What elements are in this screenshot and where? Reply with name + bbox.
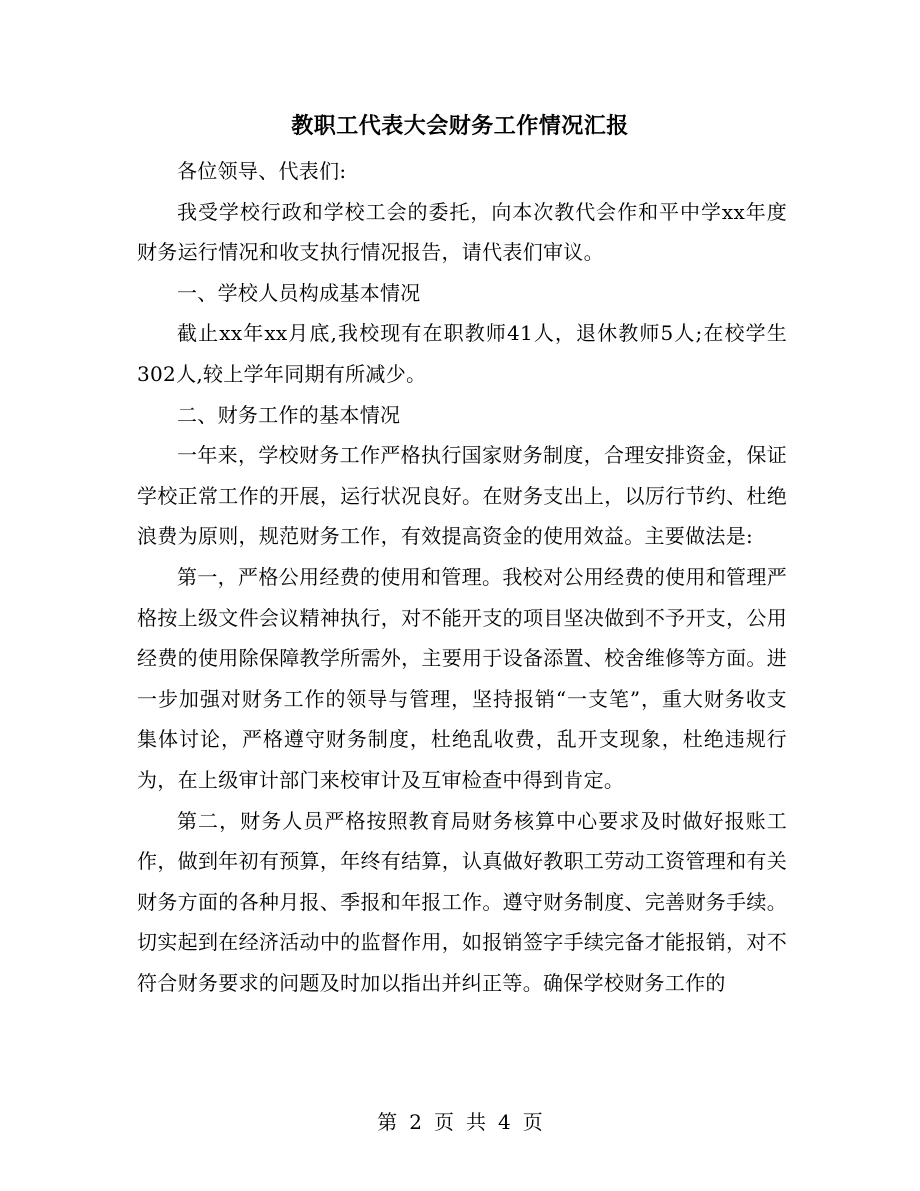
footer-label-gong: 共 <box>466 1110 486 1134</box>
paragraph-second-point: 第二，财务人员严格按照教育局财务核算中心要求及时做好报账工作，做到年初有预算，年终有结算，认真做好教职工劳动工资管理和有关财务方面的各种月报、季报和年报工作。遵守财务制度、完善财务手续。切实起到在经济活动中的监督作用，如报销签字手续完备才能报销，对不符合财务要求的问题及时加以指出并纠正等。确保学校财务工作的 <box>137 808 787 995</box>
paragraph-first-point: 第一，严格公用经费的使用和管理。我校对公用经费的使用和管理严格按上级文件会议精神执行，对不能开支的项目坚决做到不予开支，公用经费的使用除保障教学所需外，主要用于设备添置、校舍维修等方面。进一步加强对财务工作的领导与管理，坚持报销“一支笔”，重大财务收支集体讨论，严格遵守财务制度，杜绝乱收费，乱开支现象，杜绝违规行为，在上级审计部门来校审计及互审检查中得到肯定。 <box>137 564 787 792</box>
paragraph-salutation: 各位领导、代表们: <box>177 159 347 183</box>
paragraph-personnel: 截止xx年xx月底,我校现有在职教师41人，退休教师5人;在校学生302人,较上学年同期有所减少。 <box>137 321 787 386</box>
document-body <box>137 151 787 1003</box>
paragraph-finance-overview: 一年来，学校财务工作严格执行国家财务制度，合理安排资金，保证学校正常工作的开展，运行状况良好。在财务支出上，以厉行节约、杜绝浪费为原则，规范财务工作，有效提高资金的使用效益。主要做法是: <box>137 443 787 549</box>
footer-total-pages: 4 <box>498 1110 511 1134</box>
footer-label-di: 第 <box>377 1110 398 1134</box>
paragraph-intro: 我受学校行政和学校工会的委托，向本次教代会作和平中学xx年度财务运行情况和收支执行情况报告，请代表们审议。 <box>137 199 787 265</box>
document-title: 教职工代表大会财务工作情况汇报 <box>291 113 629 139</box>
footer-current-page: 2 <box>409 1110 422 1134</box>
section-heading-finance: 二、财务工作的基本情况 <box>177 402 401 427</box>
footer-label-ye: 页 <box>434 1110 454 1134</box>
footer-label-ye-end: 页 <box>522 1110 543 1134</box>
section-heading-personnel: 一、学校人员构成基本情况 <box>177 280 421 305</box>
page-footer <box>0 1107 920 1137</box>
